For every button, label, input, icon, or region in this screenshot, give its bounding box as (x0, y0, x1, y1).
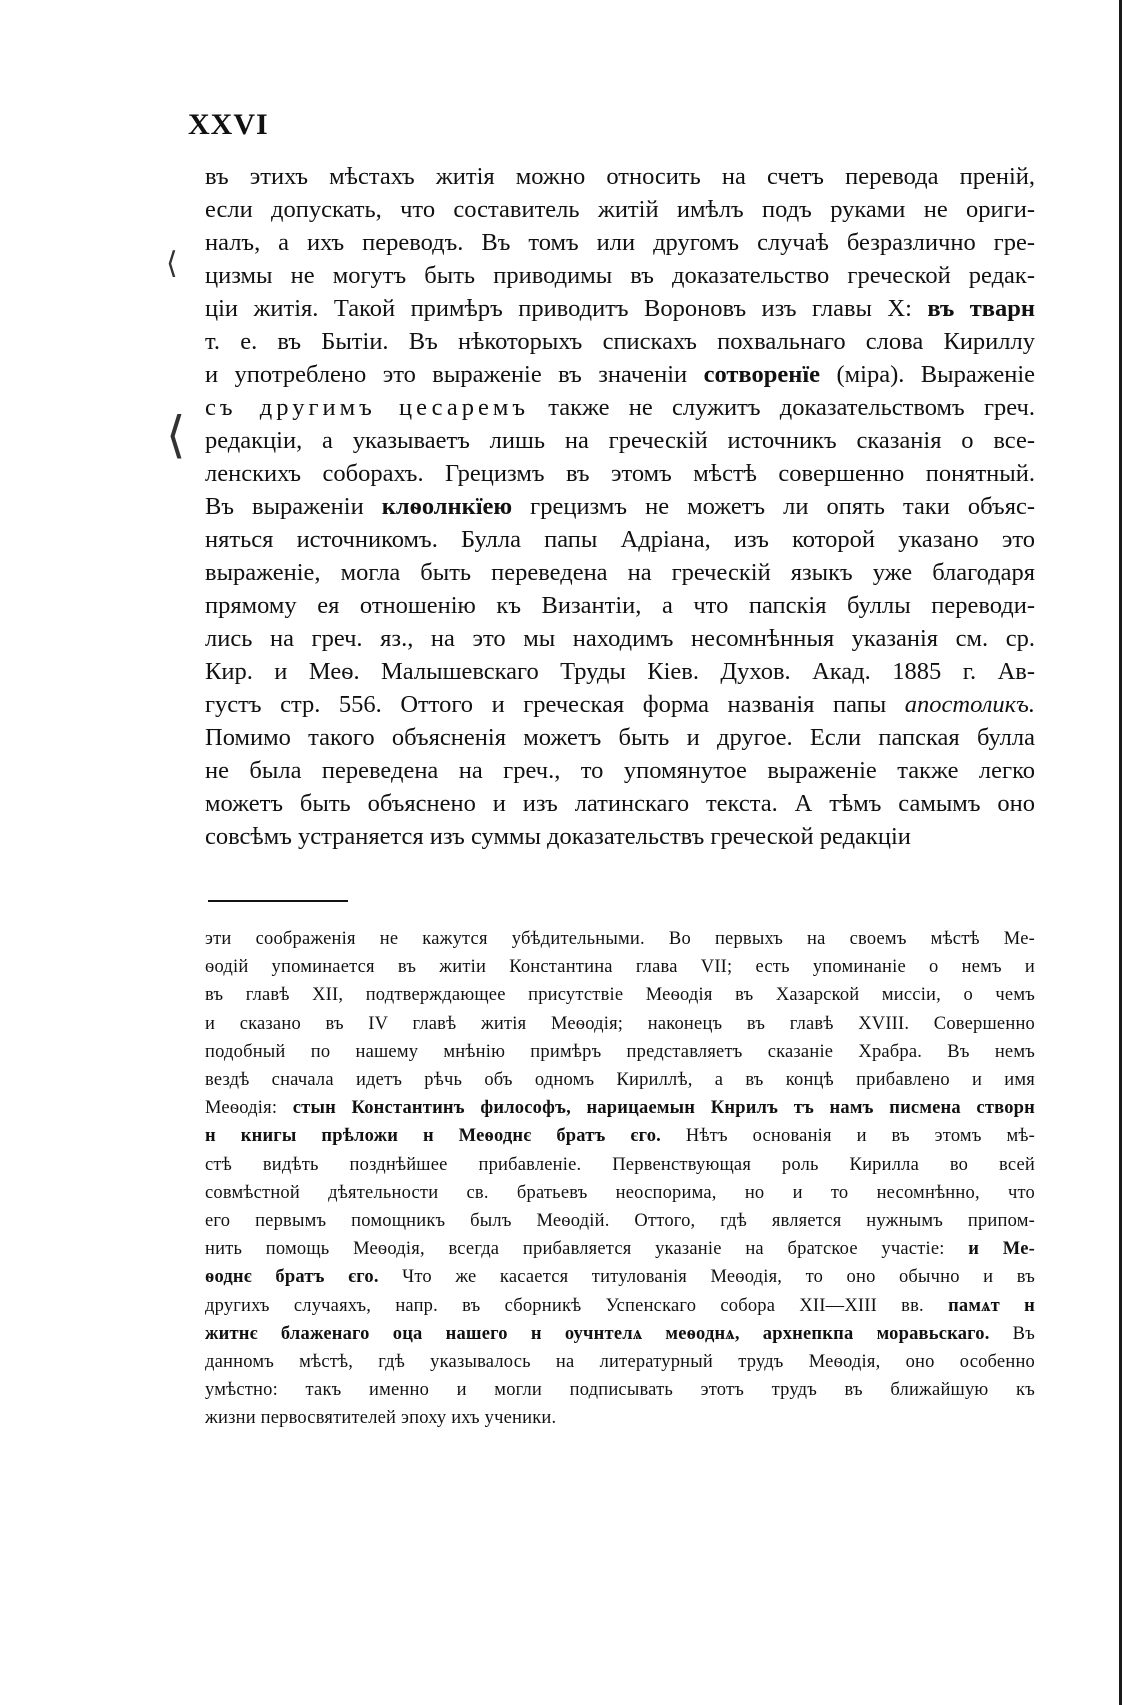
text-line (205, 622, 1035, 655)
text-segment: можетъ быть объяснено и изъ латинскаго текста. А тѣмъ самымъ оно (205, 790, 1035, 817)
text-line (205, 160, 1035, 193)
text-segment: Меѳодія: (205, 1098, 293, 1119)
page-edge (1119, 0, 1122, 1705)
text-segment: его первымъ помощникъ былъ Меѳодій. Оттого, гдѣ является нужнымъ припом- (205, 1211, 1035, 1232)
text-segment: Что же касается титулованія Меѳодія, то оно обычно и въ (378, 1267, 1035, 1288)
footnote-line (205, 1348, 1035, 1376)
text-line (205, 754, 1035, 787)
text-segment: въ главѣ XII, подтверждающее присутствіе Меѳодія въ Хазарской миссіи, о чемъ (205, 985, 1035, 1006)
text-segment: сотворенїе (703, 361, 821, 388)
text-segment: съ другимъ цесаремъ (205, 394, 529, 421)
footnote-line (205, 1376, 1035, 1404)
footnote-line (205, 981, 1035, 1009)
text-segment: также не служитъ доказательствомъ греч. (529, 394, 1035, 421)
text-segment: Кир. и Меѳ. Малышевскаго Труды Кіев. Духов. Акад. 1885 г. Ав- (205, 658, 1035, 685)
text-segment: грецизмъ не можетъ ли опять таки объяс- (512, 493, 1035, 520)
text-line (205, 457, 1035, 490)
text-segment: ленскихъ соборахъ. Грецизмъ въ этомъ мѣстѣ совершенно понятный. (205, 460, 1035, 487)
text-segment: вездѣ сначала идетъ рѣчь объ одномъ Кириллѣ, а въ концѣ прибавлено и имя (205, 1070, 1035, 1091)
footnote-line (205, 1038, 1035, 1066)
text-segment: житнє блаженаго оца нашего н оучнтелѧ меѳоднѧ, архнепкпа моравьскаго. (205, 1323, 990, 1344)
text-segment: клѳолнкїею (381, 493, 513, 520)
margin-bracket: ⟨ (166, 246, 178, 281)
footnote-line (205, 1235, 1035, 1263)
text-line (205, 556, 1035, 589)
text-segment: редакціи, а указываетъ лишь на греческій источникъ сказанія о все- (205, 427, 1035, 454)
text-segment: няться источникомъ. Булла папы Адріана, изъ которой указано это (205, 526, 1035, 553)
text-line (205, 226, 1035, 259)
text-segment: Въ выраженіи (205, 493, 382, 520)
text-line (205, 391, 1035, 424)
text-segment: прямому ея отношенію къ Византіи, а что папскія буллы переводи- (205, 592, 1035, 619)
text-segment: эти соображенія не кажутся убѣдительными. Во первыхъ на своемъ мѣстѣ Ме- (205, 929, 1035, 949)
footnote-line (205, 953, 1035, 981)
footnote-line (205, 1320, 1035, 1348)
text-line (205, 490, 1035, 523)
text-segment: совмѣстной дѣятельности св. братьевъ неоспорима, но и то несомнѣнно, что (205, 1182, 1035, 1203)
text-line (205, 292, 1035, 325)
text-segment: Нѣтъ основанія и въ этомъ мѣ- (661, 1126, 1035, 1147)
page-number: XXVI (188, 108, 269, 141)
text-segment: ѳоднє братъ єго. (205, 1267, 379, 1288)
text-segment: и употреблено это выраженіе въ значеніи (205, 361, 704, 388)
text-segment: н книгы прѣложи н Меѳоднє братъ єго. (205, 1126, 662, 1147)
footnote-line (205, 1094, 1035, 1122)
text-segment: подобный по нашему мнѣнію примѣръ представляетъ сказаніе Храбра. Въ немъ (205, 1041, 1035, 1062)
text-segment: ѳодій упоминается въ житіи Константина глава VII; есть упоминаніе о немъ и (205, 957, 1035, 978)
footnote-line (205, 1179, 1035, 1207)
text-segment: стѣ видѣть позднѣйшее прибавленіе. Первенствующая роль Кирилла во всей (205, 1154, 1035, 1175)
footnote-line (205, 1404, 1035, 1432)
text-line (205, 655, 1035, 688)
footnote-line (205, 1066, 1035, 1094)
text-segment: (міра). Выраженіе (820, 361, 1035, 388)
text-segment: стын Константинъ философъ, нарицаемын Кнрилъ тъ намъ писмена створн (292, 1098, 1035, 1119)
text-segment: ціи житія. Такой примѣръ приводитъ Вороновъ изъ главы X: (205, 295, 928, 322)
text-segment: налъ, а ихъ переводъ. Въ томъ или другомъ случаѣ безразлично гре- (205, 229, 1035, 256)
margin-bracket: ⟨ (166, 406, 186, 464)
text-line (205, 259, 1035, 292)
footnote-line (205, 1151, 1035, 1179)
footnote-line (205, 1010, 1035, 1038)
text-segment: другихъ случаяхъ, напр. въ сборникѣ Успенскаго собора XII—XIII вв. (205, 1295, 949, 1316)
text-segment: цизмы не могутъ быть приводимы въ доказательство греческой редак- (205, 262, 1035, 289)
text-segment: и Ме- (968, 1239, 1035, 1260)
text-segment: и сказано въ IV главѣ житія Меѳодія; наконецъ въ главѣ XVIII. Совершенно (205, 1013, 1035, 1034)
footnote-line (205, 925, 1035, 953)
text-line (205, 193, 1035, 226)
text-segment: если допускать, что составитель житій имѣлъ подъ руками не ориги- (205, 196, 1035, 223)
text-segment: въ этихъ мѣстахъ житія можно относить на счетъ перевода преній, (205, 163, 1035, 190)
text-line (205, 820, 1035, 853)
text-segment: не была переведена на греч., то упомянутое выраженіе также легко (205, 757, 1035, 784)
footnote (205, 925, 1035, 1433)
footnote-line (205, 1122, 1035, 1150)
footnote-line (205, 1292, 1035, 1320)
footnote-line (205, 1263, 1035, 1291)
text-line (205, 523, 1035, 556)
text-segment: Помимо такого объясненія можетъ быть и другое. Если папская булла (205, 724, 1035, 751)
text-segment: апостоликъ. (904, 691, 1035, 718)
text-segment: умѣстно: такъ именно и могли подписывать этотъ трудъ въ ближайшую къ (205, 1380, 1035, 1401)
text-line (205, 688, 1035, 721)
text-segment: данномъ мѣстѣ, гдѣ указывалось на литературный трудъ Меѳодія, оно особенно (205, 1352, 1035, 1373)
text-line (205, 325, 1035, 358)
text-segment: памѧт н (948, 1295, 1035, 1316)
text-line (205, 358, 1035, 391)
text-segment: Въ (989, 1323, 1035, 1344)
text-segment: совсѣмъ устраняется изъ суммы доказательствъ греческой редакціи (205, 823, 911, 850)
text-line (205, 589, 1035, 622)
footnote-line (205, 1207, 1035, 1235)
text-segment: нить помощь Меѳодія, всегда прибавляется указаніе на братское участіе: (205, 1239, 969, 1260)
text-segment: выраженіе, могла быть переведена на греческій языкъ уже благодаря (205, 559, 1035, 586)
text-segment: жизни первосвятителей эпоху ихъ ученики. (205, 1408, 557, 1429)
text-line (205, 721, 1035, 754)
text-line (205, 787, 1035, 820)
text-segment: т. е. въ Бытіи. Въ нѣкоторыхъ спискахъ похвальнаго слова Кириллу (205, 328, 1035, 355)
footnote-separator (208, 900, 348, 902)
text-segment: густъ стр. 556. Оттого и греческая форма названія папы (205, 691, 905, 718)
text-line (205, 424, 1035, 457)
text-segment: лись на греч. яз., на это мы находимъ несомнѣнныя указанія см. ср. (205, 625, 1035, 652)
text-segment: въ тварн (927, 295, 1035, 322)
main-text (205, 160, 1035, 853)
